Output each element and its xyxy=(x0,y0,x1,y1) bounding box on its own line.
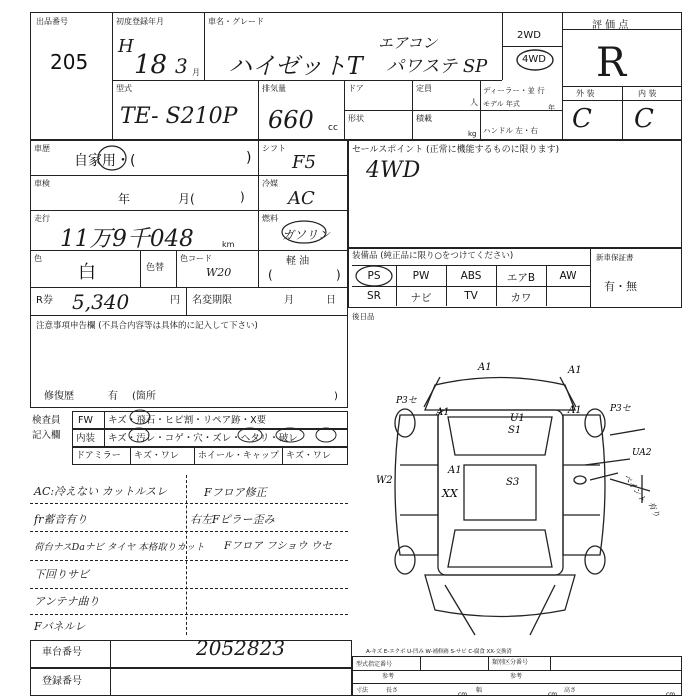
diagram-mark-15: 有り xyxy=(646,500,662,519)
color-value: 白 xyxy=(78,262,96,283)
divider xyxy=(30,588,348,589)
drive-2wd: 2WD xyxy=(517,30,541,41)
interior-grade: C xyxy=(634,104,654,134)
mileage-value: 11万9千048 xyxy=(60,226,194,252)
divider xyxy=(550,656,551,670)
divider xyxy=(30,175,348,176)
divider xyxy=(30,531,348,532)
equip-navi: ナビ xyxy=(410,292,432,304)
first-reg-month: 3 xyxy=(175,54,188,78)
doors-label: ドア xyxy=(348,84,364,93)
mirror-text: キズ・ワレ xyxy=(134,451,179,461)
exterior-label: 外 装 xyxy=(576,89,595,98)
fuel-value: ガソリン xyxy=(282,228,331,242)
grade-note-1: エアコン xyxy=(378,34,438,52)
approval-ref: 参考 xyxy=(382,673,395,680)
height-label: 高さ xyxy=(564,687,577,694)
equip-sr: SR xyxy=(367,290,381,302)
inspection-month: 月( xyxy=(178,192,195,206)
repair-where: (箇所 xyxy=(132,391,156,402)
diagram-mark-8: S1 xyxy=(508,425,522,436)
mileage-unit: km xyxy=(222,240,235,249)
repair-has: 有 xyxy=(108,391,118,402)
notes-label: 注意事項申告欄 (不具合内容等は具体的に記入して下さい) xyxy=(36,321,258,331)
ac-label: 冷媒 xyxy=(262,179,278,188)
damage-legend: A-キズ E-エクボ U-凹み W-補修跡 S-サビ C-腐食 XX-交換済 xyxy=(366,649,512,655)
dealer-label: ディーラー・並 行 xyxy=(483,86,545,95)
sales-point-label: セールスポイント (正常に機能するものに限ります) xyxy=(352,145,560,155)
diagram-mark-14: ペイント xyxy=(621,472,648,504)
diagram-mark-6: P3セ xyxy=(610,404,631,414)
new-warranty-value: 有・無 xyxy=(604,280,637,293)
reg-no-label: 登録番号 xyxy=(42,676,82,687)
exterior-grade: C xyxy=(572,104,592,134)
reg-period-label: 名変期限 xyxy=(192,295,232,306)
divider xyxy=(258,80,259,140)
divider xyxy=(352,683,682,684)
sales-point: 4WD xyxy=(366,158,421,183)
equip-aw: AW xyxy=(559,270,577,282)
color-code: W20 xyxy=(206,266,232,279)
width-label: 幅 xyxy=(476,687,483,694)
divider xyxy=(30,210,348,211)
grade-note-2: パワステ SP xyxy=(386,56,488,77)
inspector-circles xyxy=(100,408,350,448)
mirror-label: ドアミラー xyxy=(76,451,121,461)
diagram-mark-10: W2 xyxy=(376,475,393,486)
color-label: 色 xyxy=(34,254,42,263)
int-text: キズ・汚レ・コゲ・穴・ズレ・ヘタリ・破レ xyxy=(108,433,298,444)
score: R xyxy=(596,40,627,86)
divider xyxy=(30,315,348,316)
length-cm: cm xyxy=(458,691,468,698)
divider xyxy=(590,248,591,308)
post-label: 後日品 xyxy=(352,312,375,321)
displacement: 660 xyxy=(268,106,314,134)
divider xyxy=(204,12,205,80)
fw-label: FW xyxy=(78,415,93,426)
divider xyxy=(176,250,177,287)
model-label: 型式 xyxy=(116,84,132,93)
wheel-text: キズ・ワレ xyxy=(286,451,331,461)
divider xyxy=(30,287,348,288)
height-cm: cm xyxy=(666,691,676,698)
diagram-mark-7: U1 xyxy=(510,413,525,424)
note-right-2: 右左Fピラー歪み xyxy=(190,513,275,526)
divider xyxy=(344,110,562,111)
note-left-4: 下回りサビ xyxy=(34,568,89,581)
equip-tv: TV xyxy=(464,290,478,302)
diagram-mark-9: A1 xyxy=(448,465,462,476)
inspector-label-1: 検査員 xyxy=(32,415,61,426)
load-unit: kg xyxy=(468,130,477,138)
light-paren-open: ( xyxy=(268,268,273,282)
reg-month: 月 xyxy=(284,295,294,306)
lot-no-label: 出品番号 xyxy=(36,17,68,26)
note-right-1: Fフロア修正 xyxy=(204,486,267,499)
handle-label: ハンドル 左・右 xyxy=(483,126,538,135)
drive-4wd-circle xyxy=(515,48,555,72)
equip-leather: カワ xyxy=(510,292,532,304)
length-label: 長さ xyxy=(386,687,399,694)
model: TE- S210P xyxy=(120,104,238,129)
inspector-label-2: 記入欄 xyxy=(32,430,61,441)
score-label: 評 価 点 xyxy=(592,20,629,31)
inspection-year: 年 xyxy=(118,192,131,206)
note-left-5: アンテナ曲り xyxy=(34,595,100,608)
divider xyxy=(130,447,131,465)
equip-ps-circle xyxy=(354,264,394,288)
equip-ps: PS xyxy=(367,270,381,282)
interior-label: 内 装 xyxy=(638,89,657,98)
recycle-label: R券 xyxy=(36,295,53,306)
divider xyxy=(110,640,111,696)
note-left-3: 荷台ナスDaナビ タイヤ 本格取りカット xyxy=(34,542,205,553)
note-right-3: Fフロア フショウ ウセ xyxy=(224,540,332,552)
capacity-label: 定員 xyxy=(416,84,432,93)
shift-label: シフト xyxy=(262,144,286,153)
note-left-2: fr蓄音有り xyxy=(34,513,88,526)
note-left-1: AC:冷えない カットルスレ xyxy=(34,485,168,498)
divider xyxy=(352,670,682,671)
diagram-mark-3: P3セ xyxy=(396,396,417,406)
diagram-mark-11: XX xyxy=(442,487,458,500)
category-label: 類別区分番号 xyxy=(492,659,529,666)
equip-airbag: エアB xyxy=(506,272,536,284)
car-inspection-diagram xyxy=(376,355,680,640)
wheel-label: ホイール・キャップ xyxy=(198,451,279,461)
divider xyxy=(420,656,421,670)
equipment-label: 装備品 (純正品に限り○をつけてください) xyxy=(352,251,514,261)
divider xyxy=(186,287,187,315)
year-unit: 年 xyxy=(548,104,555,112)
lot-no: 205 xyxy=(50,50,89,74)
divider xyxy=(562,12,563,140)
divider xyxy=(30,503,348,504)
divider xyxy=(194,447,195,465)
divider xyxy=(112,12,113,140)
diagram-mark-2: A1 xyxy=(568,365,582,376)
reg-day: 日 xyxy=(326,295,336,306)
divider xyxy=(30,560,348,561)
equip-abs: ABS xyxy=(460,270,482,282)
shape-label: 形状 xyxy=(348,114,364,123)
drive-4wd: 4WD xyxy=(522,54,546,65)
fw-text: キズ・飛石・ヒビ割・リペア跡・X要 xyxy=(108,415,267,426)
divider xyxy=(282,447,283,465)
sales-block xyxy=(348,140,682,248)
fuel-label: 燃料 xyxy=(262,214,278,223)
repair-label: 修復歴 xyxy=(44,391,74,402)
color-code-label: 色コード xyxy=(180,254,212,263)
divider xyxy=(140,250,141,287)
divider xyxy=(622,86,623,140)
model-year-label: モデル 年式 xyxy=(483,100,520,108)
fuel-circle xyxy=(280,218,330,246)
light-paren-close: ) xyxy=(336,268,341,282)
first-reg-year: 18 xyxy=(134,50,168,80)
color-change-label: 色替 xyxy=(146,263,165,273)
light-oil: 軽 油 xyxy=(286,256,310,267)
recycle-yen: 円 xyxy=(170,295,180,306)
approval-label: 型式指定番号 xyxy=(356,661,393,668)
int-label: 内装 xyxy=(76,433,96,444)
divider xyxy=(258,140,259,287)
car-name: ハイゼットT xyxy=(228,52,363,80)
shift-value: F5 xyxy=(292,152,316,173)
diagram-mark-4: A1 xyxy=(436,407,450,418)
divider xyxy=(502,46,562,47)
usage-value: 自家用・( xyxy=(74,153,136,169)
equip-pw: PW xyxy=(412,270,430,282)
chassis-no: 2052823 xyxy=(196,636,286,660)
size-label: 寸法 xyxy=(356,687,369,694)
ac-value: AC xyxy=(288,188,315,209)
first-reg-era: H xyxy=(118,36,134,57)
usage-circle xyxy=(96,144,132,172)
car-name-label: 車名・グレード xyxy=(208,17,264,26)
first-reg-label: 初度登録年月 xyxy=(116,17,164,26)
width-cm: cm xyxy=(548,691,558,698)
diagram-mark-5: A1 xyxy=(568,405,582,416)
divider xyxy=(30,614,348,615)
diagram-mark-1: A1 xyxy=(478,362,492,373)
displacement-unit: cc xyxy=(328,123,338,133)
note-left-6: Fバネルレ xyxy=(34,620,86,633)
mileage-label: 走行 xyxy=(34,214,50,223)
repair-close: ) xyxy=(334,391,338,402)
inspection-label: 車検 xyxy=(34,179,50,188)
diagram-mark-12: S3 xyxy=(506,477,520,488)
category-ref: 参考 xyxy=(510,673,523,680)
divider xyxy=(186,475,187,635)
load-label: 積載 xyxy=(416,114,432,123)
inspection-close: ) xyxy=(240,190,245,204)
new-warranty-label: 新車保証書 xyxy=(596,253,634,262)
first-reg-month-unit: 月 xyxy=(192,68,200,77)
usage-label: 車歴 xyxy=(34,144,50,153)
chassis-label: 車台番号 xyxy=(42,647,82,658)
capacity-unit: 人 xyxy=(470,98,478,107)
usage-close: ) xyxy=(246,150,252,166)
recycle-value: 5,340 xyxy=(72,290,130,314)
displacement-label: 排気量 xyxy=(262,84,286,93)
diagram-mark-13: UA2 xyxy=(632,448,652,458)
divider xyxy=(488,656,489,670)
